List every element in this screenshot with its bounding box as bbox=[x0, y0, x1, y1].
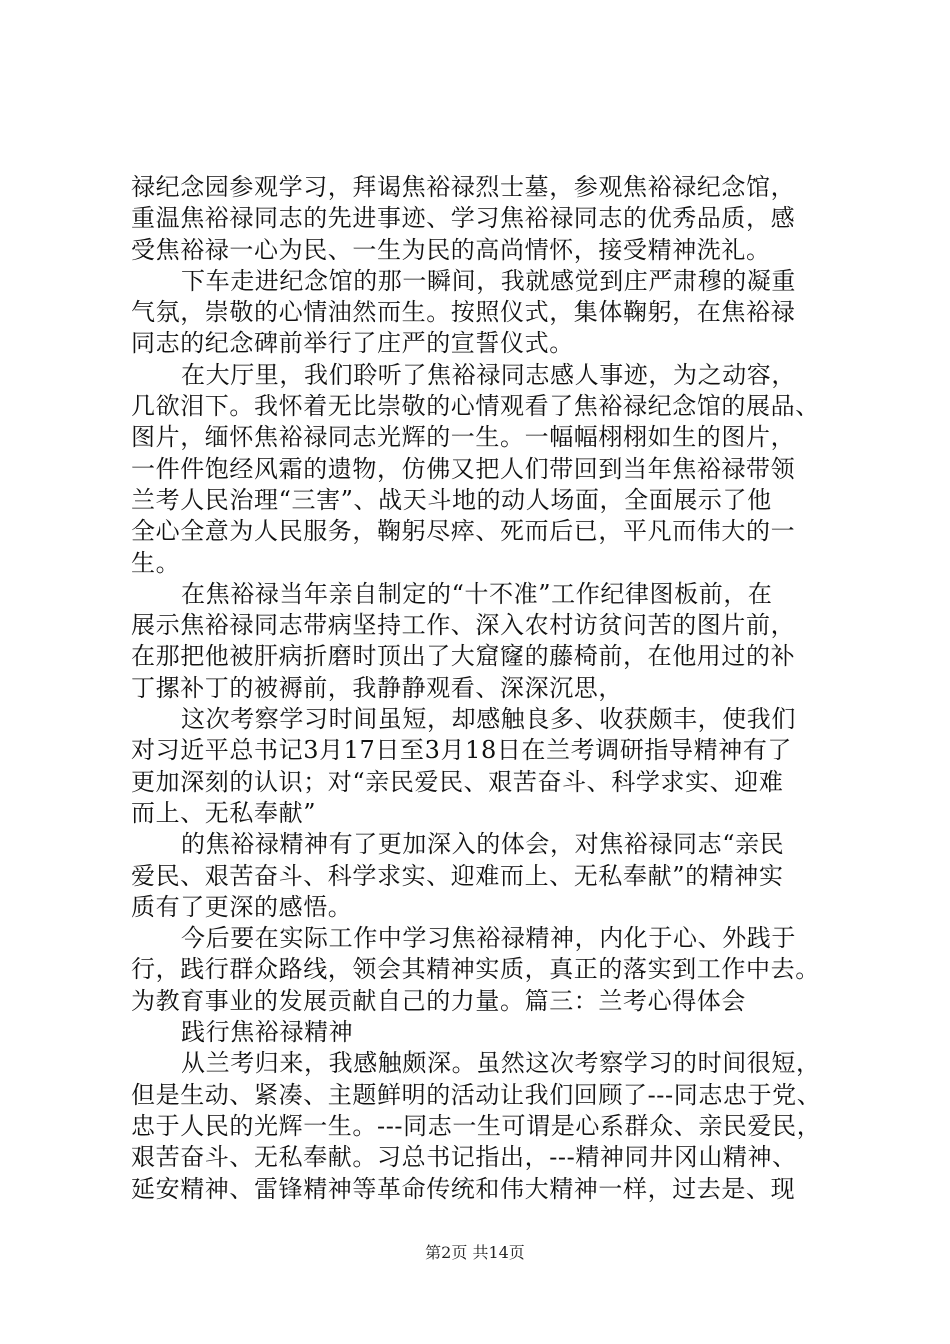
text-line: 更加深刻的认识；对“亲民爱民、艰苦奋斗、科学求实、迎难 bbox=[131, 767, 784, 796]
text-line: 全心全意为人民服务，鞠躬尽瘁、死而后已，平凡而伟大的一 bbox=[131, 517, 796, 546]
text-line: 图片，缅怀焦裕禄同志光辉的一生。一幅幅栩栩如生的图片， bbox=[131, 423, 796, 452]
text-line: 展示焦裕禄同志带病坚持工作、深入农村访贫问苦的图片前， bbox=[131, 611, 796, 640]
text-line: 这次考察学习时间虽短，却感触良多、收获颇丰，使我们 bbox=[181, 705, 796, 734]
page-footer: 第2页 共14页 bbox=[425, 1243, 525, 1262]
text-line: 而上、无私奉献” bbox=[131, 798, 317, 827]
text-line: 重温焦裕禄同志的先进事迹、学习焦裕禄同志的优秀品质，感 bbox=[131, 204, 796, 233]
text-line: 受焦裕禄一心为民、一生为民的高尚情怀，接受精神洗礼。 bbox=[131, 235, 771, 264]
text-line: 气氛，崇敬的心情油然而生。按照仪式，集体鞠躬，在焦裕禄 bbox=[131, 298, 796, 327]
text-line: 在焦裕禄当年亲自制定的“十不准”工作纪律图板前，在 bbox=[181, 579, 773, 608]
text-line: 从兰考归来，我感触颇深。虽然这次考察学习的时间很短， bbox=[181, 1049, 821, 1078]
text-line: 一件件饱经风霜的遗物，仿佛又把人们带回到当年焦裕禄带领 bbox=[131, 454, 796, 483]
text-line: 为教育事业的发展贡献自己的力量。篇三：兰考心得体会 bbox=[131, 986, 746, 1015]
text-line: 丁摞补丁的被褥前，我静静观看、深深沉思， bbox=[131, 673, 623, 702]
text-line: 忠于人民的光辉一生。---同志一生可谓是心系群众、亲民爱民， bbox=[131, 1111, 822, 1140]
text-line: 同志的纪念碑前举行了庄严的宣誓仪式。 bbox=[131, 329, 574, 358]
text-line: 的焦裕禄精神有了更加深入的体会，对焦裕禄同志“亲民 bbox=[181, 830, 785, 859]
document-body bbox=[131, 172, 831, 1205]
text-line: 延安精神、雷锋精神等革命传统和伟大精神一样，过去是、现 bbox=[131, 1174, 796, 1203]
text-line: 兰考人民治理“三害”、战天斗地的动人场面，全面展示了他 bbox=[131, 485, 772, 514]
text-line: 在那把他被肝病折磨时顶出了大窟窿的藤椅前，在他用过的补 bbox=[131, 642, 796, 671]
text-line: 几欲泪下。我怀着无比崇敬的心情观看了焦裕禄纪念馆的展品、 bbox=[131, 392, 820, 421]
text-line: 生。 bbox=[131, 548, 181, 577]
text-line: 今后要在实际工作中学习焦裕禄精神，内化于心、外践于 bbox=[181, 924, 796, 953]
text-line: 行，践行群众路线，领会其精神实质，真正的落实到工作中去。 bbox=[131, 955, 820, 984]
text-line: 践行焦裕禄精神 bbox=[181, 1018, 354, 1047]
text-line: 对习近平总书记3月17日至3月18日在兰考调研指导精神有了 bbox=[131, 736, 793, 765]
text-line: 但是生动、紧凑、主题鲜明的活动让我们回顾了---同志忠于党、 bbox=[131, 1080, 822, 1109]
text-line: 禄纪念园参观学习，拜谒焦裕禄烈士墓，参观焦裕禄纪念馆， bbox=[131, 173, 796, 201]
text-line: 下车走进纪念馆的那一瞬间，我就感觉到庄严肃穆的凝重 bbox=[181, 266, 796, 295]
text-line: 在大厅里，我们聆听了焦裕禄同志感人事迹，为之动容， bbox=[181, 360, 796, 389]
text-line: 质有了更深的感悟。 bbox=[131, 892, 353, 921]
text-line: 爱民、艰苦奋斗、科学求实、迎难而上、无私奉献”的精神实 bbox=[131, 861, 784, 890]
text-line: 艰苦奋斗、无私奉献。习总书记指出，---精神同井冈山精神、 bbox=[131, 1143, 797, 1172]
